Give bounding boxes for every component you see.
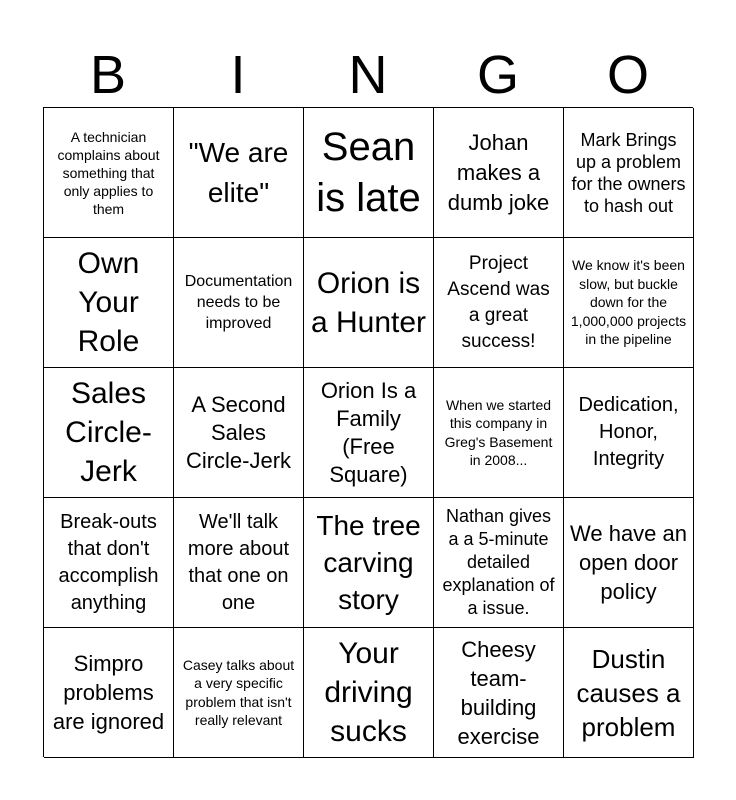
bingo-cell[interactable] (44, 498, 174, 628)
bingo-header (43, 44, 693, 106)
bingo-card-grid (43, 107, 693, 757)
bingo-cell-text: Dustin causes a problem (576, 643, 681, 742)
bingo-cell[interactable] (44, 628, 174, 758)
bingo-cell-text: Johan makes a dumb joke (447, 129, 550, 215)
bingo-cell-text: Cheesy team-building exercise (457, 636, 540, 749)
bingo-cell-text: Nathan gives a a 5-minute detailed explanation of a issue. (442, 506, 555, 618)
bingo-cell-text: Casey talks about a very specific problem that isn't really relevant (182, 656, 295, 728)
bingo-cell[interactable] (434, 368, 564, 498)
bingo-cell[interactable] (564, 498, 694, 628)
bingo-cell[interactable] (304, 628, 434, 758)
bingo-cell[interactable] (174, 238, 304, 368)
header-letter-i: I (230, 45, 246, 105)
bingo-cell-text: Break-outs that don't accomplish anything (58, 510, 159, 614)
bingo-cell[interactable] (44, 368, 174, 498)
bingo-cell-text: "We are elite" (188, 136, 289, 208)
header-letter-b: B (89, 45, 127, 105)
bingo-cell-text: Sean is late (316, 124, 421, 220)
bingo-cell[interactable] (304, 368, 434, 498)
header-letter-g: G (476, 45, 519, 105)
bingo-cell[interactable] (564, 108, 694, 238)
bingo-cell-text: Project Ascend was a great success! (447, 252, 550, 352)
bingo-cell[interactable] (304, 498, 434, 628)
bingo-cell[interactable] (174, 498, 304, 628)
bingo-cell-text: Sales Circle-Jerk (65, 377, 152, 488)
bingo-cell[interactable] (434, 498, 564, 628)
bingo-cell-text: We'll talk more about that one on one (187, 510, 290, 614)
bingo-cell-text: Simpro problems are ignored (52, 651, 165, 734)
bingo-cell[interactable] (434, 238, 564, 368)
bingo-cell[interactable] (174, 108, 304, 238)
bingo-cell[interactable] (174, 628, 304, 758)
bingo-cell-text: We know it's been slow, but buckle down for the 1,000,000 projects in the pipeline (570, 257, 687, 348)
bingo-cell[interactable] (304, 108, 434, 238)
bingo-cell-text: We have an open door policy (570, 521, 688, 604)
bingo-cell[interactable] (304, 238, 434, 368)
bingo-cell-text: Orion Is a Family (Free Square) (320, 377, 417, 487)
bingo-cell[interactable] (174, 368, 304, 498)
header-letter-o: O (606, 45, 649, 105)
bingo-cell[interactable] (564, 628, 694, 758)
bingo-cell[interactable] (44, 238, 174, 368)
bingo-cell[interactable] (44, 108, 174, 238)
bingo-cell-text: Your driving sucks (324, 637, 413, 748)
bingo-cell[interactable] (564, 368, 694, 498)
bingo-cell-text: The tree carving story (316, 510, 421, 615)
bingo-cell-text: Mark Brings up a problem for the owners to hash out (571, 129, 686, 216)
bingo-cell[interactable] (564, 238, 694, 368)
bingo-cell-text: When we started this company in Greg's Basement in 2008... (444, 396, 553, 468)
bingo-cell-text: A technician complains about something that only applies to them (57, 128, 160, 217)
bingo-cell-text: A Second Sales Circle-Jerk (185, 391, 292, 473)
header-letter-n: N (348, 45, 388, 105)
bingo-cell-text: Documentation needs to be improved (184, 273, 293, 332)
bingo-cell[interactable] (434, 628, 564, 758)
bingo-cell-text: Orion is a Hunter (310, 266, 427, 339)
bingo-cell[interactable] (434, 108, 564, 238)
bingo-cell-text: Dedication, Honor, Integrity (578, 394, 679, 470)
bingo-cell-text: Own Your Role (77, 247, 140, 358)
